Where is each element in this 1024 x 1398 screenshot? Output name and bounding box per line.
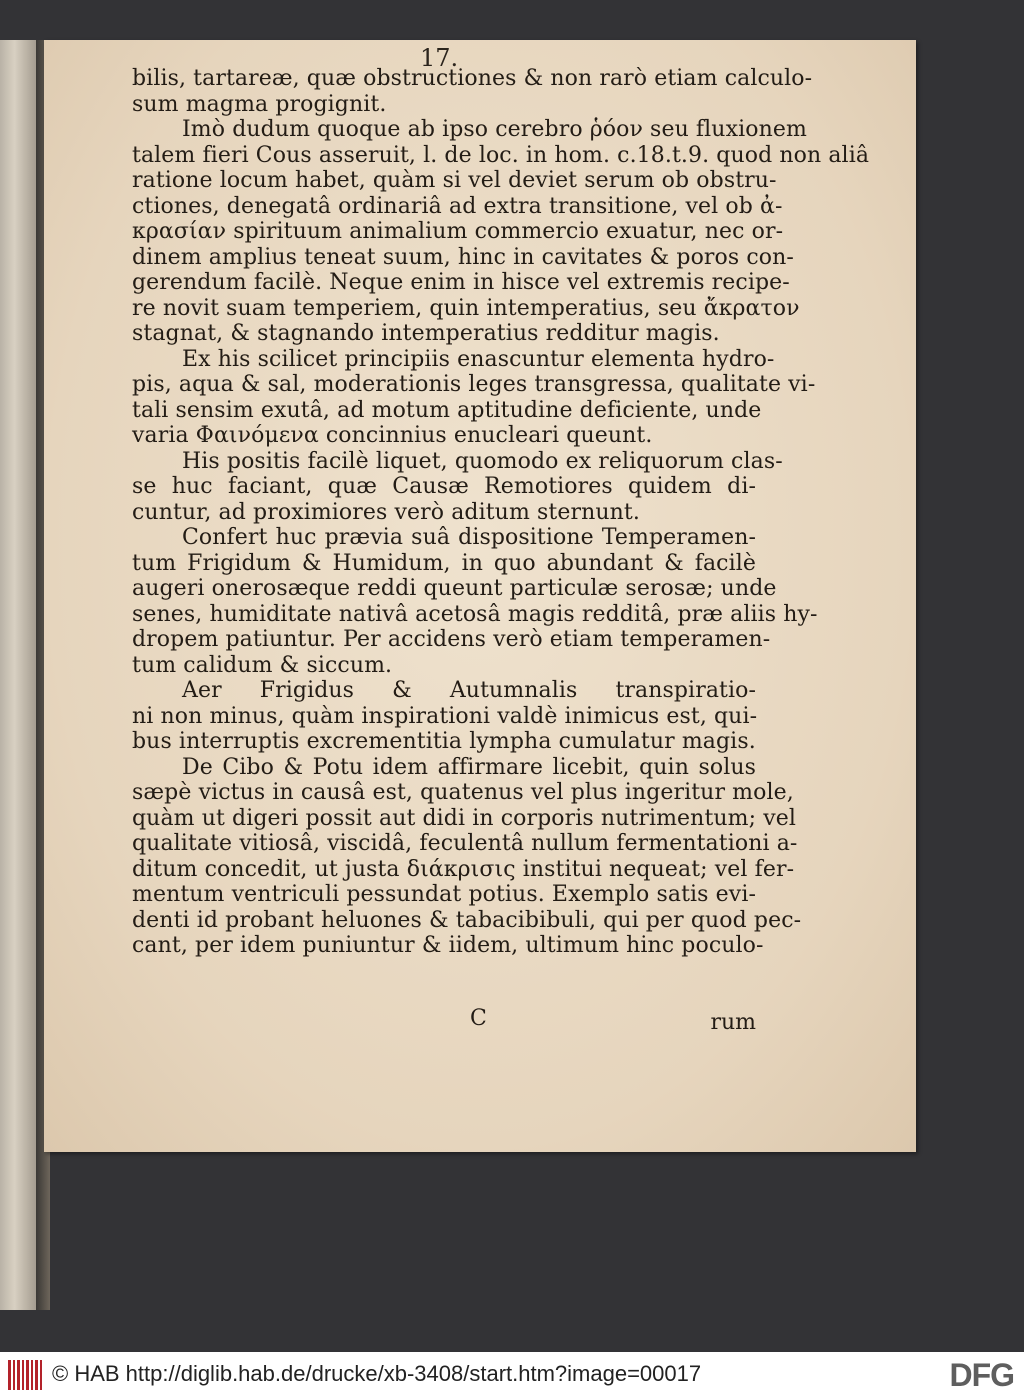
text-line: Ex his scilicet principiis enascuntur elementa hydro- <box>182 346 775 372</box>
text-line: His positis facilè liquet, quomodo ex reliquorum clas- <box>182 448 783 474</box>
text-line: gerendum facilè. Neque enim in hisce vel extremis recipe- <box>132 270 790 295</box>
text-line: ditum concedit, ut justa διάκρισις institui nequeat; vel fer- <box>132 856 795 882</box>
text-line: pis, aqua & sal, moderationis leges transgressa, qualitate vi- <box>132 372 816 397</box>
text-line: re novit suam temperiem, quin intemperatius, seu ἄκρατον <box>132 295 800 321</box>
text-line: varia Φαινόμενα concinnius enucleari queunt. <box>132 423 653 448</box>
text-line: ni non minus, quàm inspirationi valdè inimicus est, qui- <box>132 703 758 729</box>
text-line: bus interruptis excrementitia lympha cumulatur magis. <box>132 729 756 754</box>
text-line: cant, per idem puniuntur & iidem, ultimum hinc poculo- <box>132 933 764 958</box>
page-foot <box>132 1006 756 1035</box>
footer-credit-link[interactable]: © HAB http://diglib.hab.de/drucke/xb-3408/start.htm?image=00017 <box>52 1361 702 1386</box>
previous-page-edge <box>0 40 37 1310</box>
text-line: ratione locum habet, quàm si vel deviet serum ob obstru- <box>132 168 777 193</box>
text-line: stagnat, & stagnando intemperatius redditur magis. <box>132 321 720 346</box>
text-line: augeri onerosæque reddi queunt particulæ serosæ; unde <box>132 576 777 601</box>
text-line: κρασίαν spirituum animalium commercio exuatur, nec or- <box>132 219 784 244</box>
dfg-logo: DFG <box>949 1357 1014 1393</box>
text-line: senes, humiditate nativâ acetosâ magis redditâ, præ aliis hy- <box>132 601 818 627</box>
text-block <box>132 66 870 959</box>
text-line: tum calidum & siccum. <box>132 652 393 678</box>
signature-mark: C <box>470 1006 487 1031</box>
text-line: Confert huc prævia suâ dispositione Temperamen- <box>182 525 756 550</box>
catchword: rum <box>710 1010 756 1035</box>
barcode-icon <box>8 1360 42 1390</box>
text-line: Imò dudum quoque ab ipso cerebro ῥόον seu fluxionem <box>182 117 807 142</box>
text-line: Aer Frigidus & Autumnalis transpiratio- <box>182 678 756 703</box>
text-line: se huc faciant, quæ Causæ Remotiores quidem di- <box>132 474 756 499</box>
footer-bar <box>0 1352 1024 1398</box>
text-line: denti id probant heluones & tabacibibuli, qui per quod pec- <box>132 907 802 933</box>
text-line: De Cibo & Potu idem affirmare licebit, quin solus <box>182 754 756 780</box>
text-line: sum magma progignit. <box>132 91 387 117</box>
text-line: tum Frigidum & Humidum, in quo abundant & facilè <box>132 550 756 576</box>
text-line: quàm ut digeri possit aut didi in corporis nutrimentum; vel <box>132 805 797 831</box>
text-line: ctiones, denegatâ ordinariâ ad extra transitione, vel ob ἀ- <box>132 193 783 219</box>
text-line: dinem amplius teneat suum, hinc in cavitates & poros con- <box>132 244 794 270</box>
text-line: cuntur, ad proximiores verò aditum sternunt. <box>132 499 640 525</box>
text-line: mentum ventriculi pessundat potius. Exemplo satis evi- <box>132 882 756 907</box>
text-line: qualitate vitiosâ, viscidâ, feculentâ nullum fermentationi a- <box>132 831 798 856</box>
text-line: talem fieri Cous asseruit, l. de loc. in hom. c.18.t.9. quod non aliâ <box>132 142 870 168</box>
text-line: sæpè victus in causâ est, quatenus vel plus ingeritur mole, <box>132 780 794 805</box>
page-number: 17. <box>420 44 459 72</box>
text-line: dropem patiuntur. Per accidens verò etiam temperamen- <box>132 627 771 652</box>
text-line: tali sensim exutâ, ad motum aptitudine deficiente, unde <box>132 397 762 423</box>
text-line: bilis, tartareæ, quæ obstructiones & non rarò etiam calculo- <box>132 66 813 91</box>
